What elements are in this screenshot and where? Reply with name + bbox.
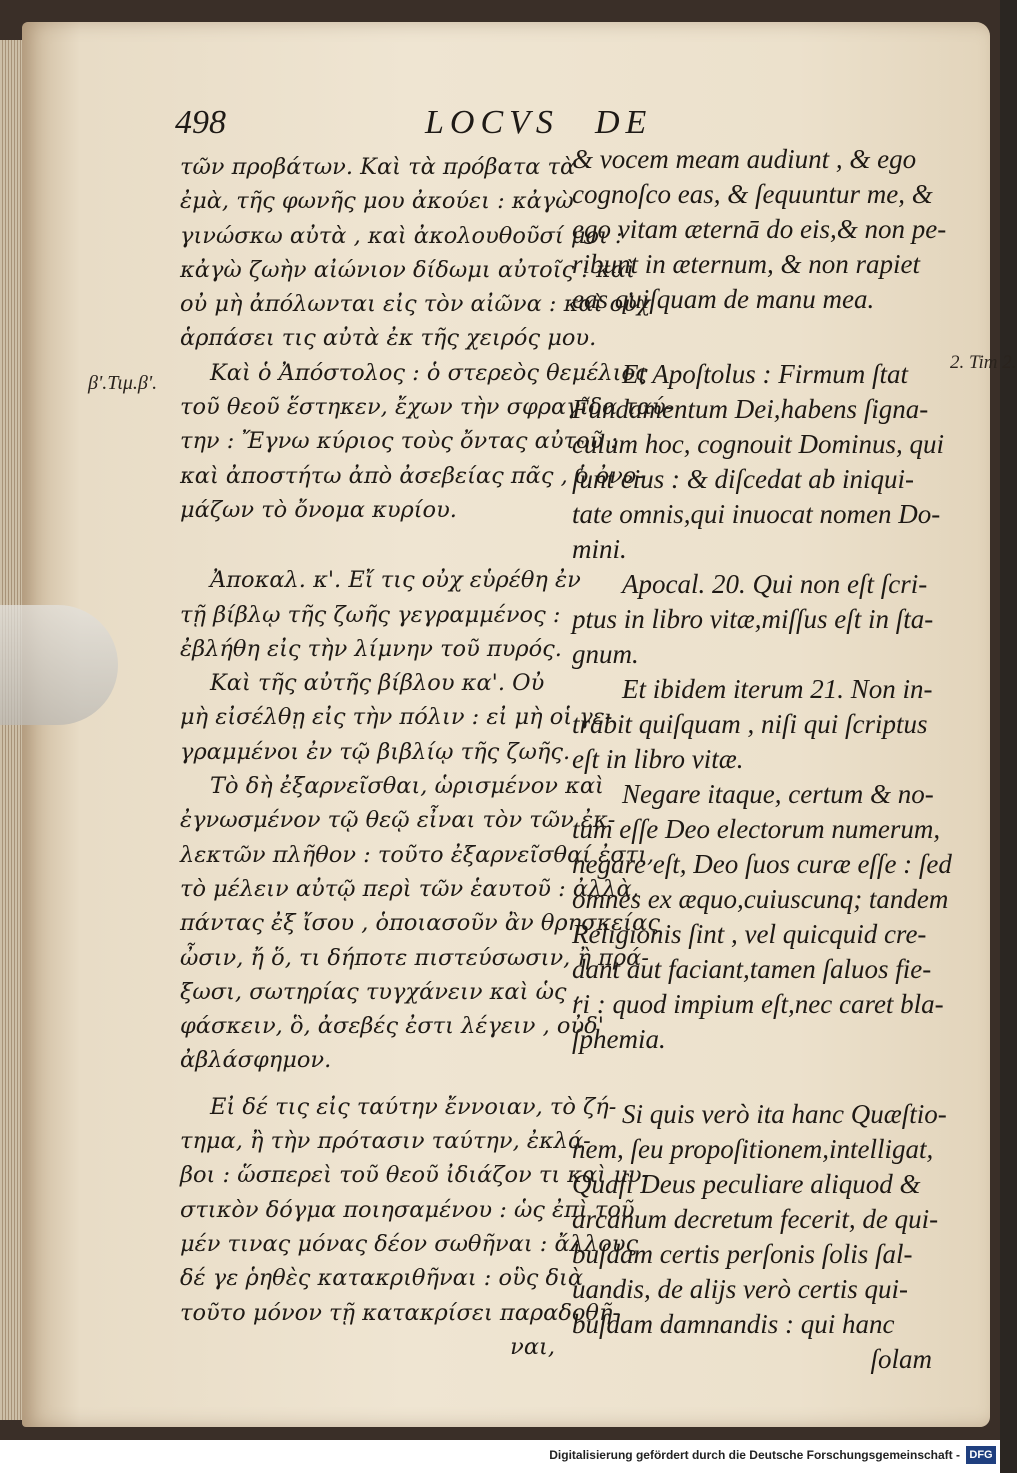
text-line: μὴ εἰσέλθῃ εἰς τὴν πόλιν : εἰ μὴ οἱ γε-	[180, 704, 613, 731]
text-line: mini.	[572, 534, 627, 564]
text-line: cognoſco eas, & ſequuntur me, &	[572, 179, 933, 209]
text-line: buſdam damnandis : qui hanc	[572, 1309, 895, 1339]
text-line: Ἀποκαλ. κ'. Εἴ τις οὐχ εὑρέθη ἐν	[210, 567, 581, 594]
text-line: Καὶ ὁ Ἀπόστολος : ὁ στερεὸς θεμέλιος	[210, 359, 648, 386]
text-line: οὐ μὴ ἀπόλωνται εἰς τὸν αἰῶνα : καὶ οὐχ	[180, 291, 651, 318]
text-line: Si quis verò ita hanc Quæſtio-	[622, 1099, 947, 1129]
text-line: ſphemia.	[572, 1024, 666, 1054]
text-line: culum hoc, cognouit Dominus, qui	[572, 429, 944, 459]
page-number: 498	[175, 104, 226, 141]
page-edges	[0, 40, 22, 1420]
text-line: ptus in libro vitæ,miſſus eſt in ſta-	[572, 604, 934, 634]
text-line: eſt in libro vitæ.	[572, 744, 744, 774]
text-line: gnum.	[572, 639, 639, 669]
dfg-logo: DFG	[966, 1446, 996, 1464]
text-line: ναι,	[510, 1333, 555, 1360]
margin-note-left: β'.Τιμ.β'.	[88, 372, 158, 394]
text-line: Τὸ δὴ ἐξαρνεῖσθαι, ὡρισμένον καὶ	[210, 773, 604, 800]
text-line: ἐμὰ, τῆς φωνῆς μου ἀκούει : κἀγὼ	[180, 188, 574, 215]
text-line: φάσκειν, ὃ, ἀσεβές ἐστι λέγειν , οὐδ'	[180, 1013, 604, 1040]
text-line: eas quiſquam de manu mea.	[572, 284, 875, 314]
text-line: ἁρπάσει τις αὐτὰ ἐκ τῆς χειρός μου.	[180, 325, 597, 352]
text-line: trabit quiſquam , niſi qui ſcriptus	[572, 709, 928, 739]
text-line: ribunt in æternum, & non rapiet	[572, 249, 921, 279]
text-line: negare eſt, Deo ſuos curæ eſſe : ſed	[572, 849, 952, 879]
text-line: tate omnis,qui inuocat nomen Do-	[572, 499, 941, 529]
running-header	[175, 104, 915, 144]
text-line: tum eſſe Deo electorum numerum,	[572, 814, 941, 844]
text-line: Quaſi Deus peculiare aliquod &	[572, 1169, 921, 1199]
text-line: Et ibidem iterum 21. Non in-	[622, 674, 933, 704]
text-line: ἐγνωσμένον τῷ θεῷ εἶναι τὸν τῶν ἐκ-	[180, 807, 616, 834]
text-line: & vocem meam audiunt , & ego	[572, 144, 917, 174]
text-line: Negare itaque, certum & no-	[622, 779, 934, 809]
text-line: ἀβλάσφημον.	[180, 1047, 332, 1074]
text-line: ξωσι, σωτηρίας τυγχάνειν καὶ ὡς ,	[180, 978, 581, 1005]
text-line: τοῦ θεοῦ ἕστηκεν, ἔχων τὴν σφραγῖδα ταύ-	[180, 394, 674, 421]
text-line: τῇ βίβλῳ τῆς ζωῆς γεγραμμένος :	[180, 601, 561, 628]
text-line: arcanum decretum fecerit, de qui-	[572, 1204, 939, 1234]
text-line: μάζων τὸ ὄνομα κυρίου.	[180, 496, 457, 523]
text-line: Apocal. 20. Qui non eſt ſcri-	[622, 569, 928, 599]
text-line: ὦσιν, ἤ ὅ, τι δήποτε πιστεύσωσιν, ἢ πρά-	[180, 944, 649, 971]
text-line: ego vitam æternā do eis,& non pe-	[572, 214, 947, 244]
text-line: στικὸν δόγμα ποιησαμένου : ὡς ἐπὶ τοῦ	[180, 1196, 635, 1223]
text-line: ri : quod impium eſt,nec caret bla-	[572, 989, 944, 1019]
text-line: Καὶ τῆς αὐτῆς βίβλου κα'. Οὐ	[210, 670, 545, 697]
text-line: γινώσκω αὐτὰ , καὶ ἀκολουθοῦσί μοι :	[180, 222, 623, 249]
text-line: πάντας ἐξ ἴσου , ὁποιασοῦν ἂν θρησκείας	[180, 910, 660, 937]
text-line: ἐβλήθη εἰς τὴν λίμνην τοῦ πυρός.	[180, 635, 562, 662]
text-line: nem, ſeu propoſitionem,intelligat,	[572, 1134, 934, 1164]
margin-note-right: 2. Tim 2.	[950, 352, 1017, 373]
text-line: dant aut faciant,tamen ſaluos fie-	[572, 954, 932, 984]
text-line: κἀγὼ ζωὴν αἰώνιον δίδωμι αὐτοῖς : καὶ	[180, 256, 635, 283]
page-clip	[0, 605, 118, 725]
text-line: την : Ἔγνω κύριος τοὺς ὄντας αὐτοῦ :	[180, 428, 618, 455]
running-title-2: DE	[595, 104, 653, 141]
text-line: τὸ μέλειν αὐτῷ περὶ τῶν ἑαυτοῦ : ἀλλὰ,	[180, 875, 639, 902]
text-line: Et Apoſtolus : Firmum ſtat	[622, 359, 909, 389]
text-line: uandis, de alijs verò certis qui-	[572, 1274, 908, 1304]
funding-notice: Digitalisierung gefördert durch die Deutsche Forschungsgemeinschaft -	[549, 1448, 960, 1462]
text-line: τῶν προβάτων. Καὶ τὰ πρόβατα τὰ	[180, 154, 576, 180]
text-line: Religionis ſint , vel quicquid cre-	[572, 919, 927, 949]
text-line: βοι : ὥσπερεὶ τοῦ θεοῦ ἰδιάζον τι καὶ μυ-	[180, 1162, 650, 1189]
text-line: ſolam	[870, 1344, 932, 1374]
text-line: καὶ ἀποστήτω ἀπὸ ἀσεβείας πᾶς , ὁ ὀνο-	[180, 462, 644, 489]
text-line: buſdam certis perſonis ſolis ſal-	[572, 1239, 913, 1269]
text-line: ſunt eius : & diſcedat ab iniqui-	[572, 464, 914, 494]
text-line: Εἰ δέ τις εἰς ταύτην ἔννοιαν, τὸ ζή-	[210, 1093, 617, 1120]
text-line: δέ γε ῥηθὲς κατακριθῆναι : οὓς διὰ	[180, 1265, 584, 1292]
latin-column	[572, 142, 952, 1377]
text-line: omnes ex æquo,cuiuscunq; tandem	[572, 884, 949, 914]
text-line: Fundamentum Dei,habens ſigna-	[572, 394, 929, 424]
text-line: λεκτῶν πλῆθον : τοῦτο ἐξαρνεῖσθαί ἐστι,	[180, 841, 655, 868]
text-line: γραμμένοι ἐν τῷ βιβλίῳ τῆς ζωῆς.	[180, 738, 571, 765]
text-line: τημα, ἢ τὴν πρότασιν ταύτην, ἐκλά-	[180, 1128, 591, 1155]
footer-bar	[0, 1440, 1000, 1473]
running-title: LOCVS	[425, 104, 559, 141]
text-line: τοῦτο μόνον τῇ κατακρίσει παραδοθῆ-	[180, 1299, 621, 1326]
text-line: μέν τινας μόνας δέον σωθῆναι : ἄλλους	[180, 1230, 639, 1257]
